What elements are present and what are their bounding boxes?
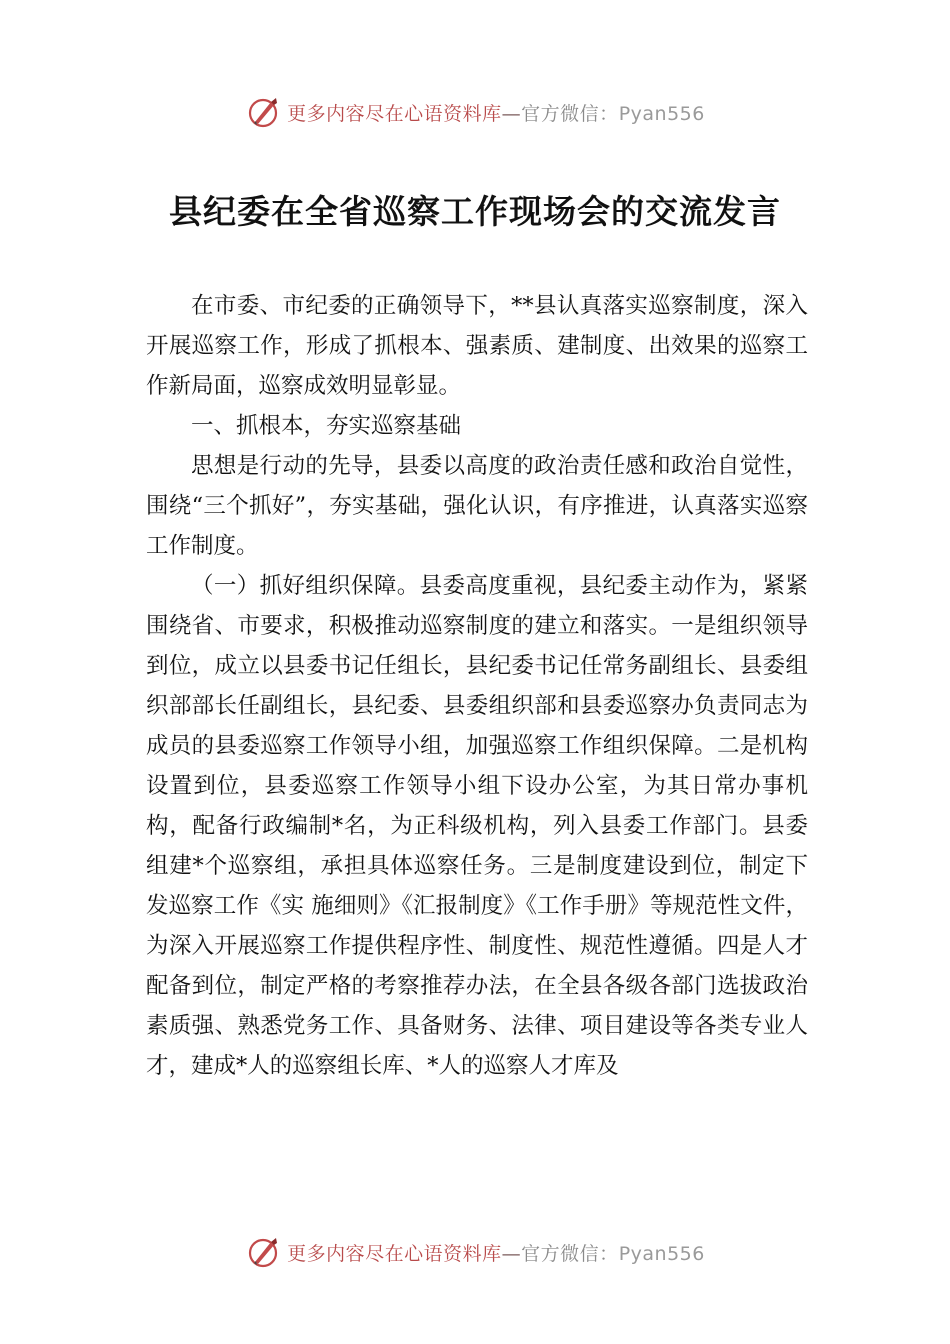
- paragraph: （一）抓好组织保障。县委高度重视，县纪委主动作为，紧紧围绕省、市要求，积极推动巡察制度的建立和落实。一是组织领导到位，成立以县委书记任组长，县纪委书记任常务副组长、县委组织部部长任副组长，县纪委、县委组织部和县委巡察办负责同志为成员的县委巡察工作领导小组，加强巡察工作组织保障。二是机构设置到位，县委巡察工作领导小组下设办公室，为其日常办事机构，配备行政编制*名，为正科级机构，列入县委工作部门。县委组建*个巡察组，承担具体巡察任务。三是制度建设到位，制定下发巡察工作《实 施细则》《汇报制度》《工作手册》等规范性文件，为深入开展巡察工作提供程序性、制度性、规范性遵循。四是人才配备到位，制定严格的考察推荐办法，在全县各级各部门选拔政治素质强、熟悉党务工作、具备财务、法律、项目建设等各类专业人才，建成*人的巡察组长库、*人的巡察人才库及: [146, 573, 808, 1079]
- banner-dash: —: [501, 1242, 522, 1265]
- banner-account: Pyan556: [618, 102, 705, 125]
- banner-site-text: 更多内容尽在心语资料库: [287, 102, 502, 125]
- footer-banner: [0, 1232, 950, 1272]
- section-heading: 一、抓根本，夯实巡察基础: [191, 413, 462, 439]
- banner-wechat-label: 官方微信：: [521, 102, 619, 125]
- paragraph: 在市委、市纪委的正确领导下，**县认真落实巡察制度，深入开展巡察工作，形成了抓根本、强素质、建制度、出效果的巡察工作新局面，巡察成效明显彰显。: [146, 293, 808, 399]
- banner-text: [287, 99, 705, 126]
- banner-text: [287, 1239, 705, 1266]
- banner-account: Pyan556: [618, 1242, 705, 1265]
- banner-wechat-label: 官方微信：: [521, 1242, 619, 1265]
- banner-dash: —: [501, 102, 522, 125]
- paragraph: 思想是行动的先导，县委以高度的政治责任感和政治自觉性，围绕“三个抓好”，夯实基础，强化认识，有序推进，认真落实巡察工作制度。: [146, 453, 808, 559]
- document-title: 县纪委在全省巡察工作现场会的交流发言: [169, 192, 781, 231]
- header-banner: [0, 92, 950, 132]
- banner-site-text: 更多内容尽在心语资料库: [287, 1242, 502, 1265]
- document-body: [146, 286, 808, 1086]
- quill-pen-logo-icon: [245, 94, 281, 130]
- quill-pen-logo-icon: [245, 1234, 281, 1270]
